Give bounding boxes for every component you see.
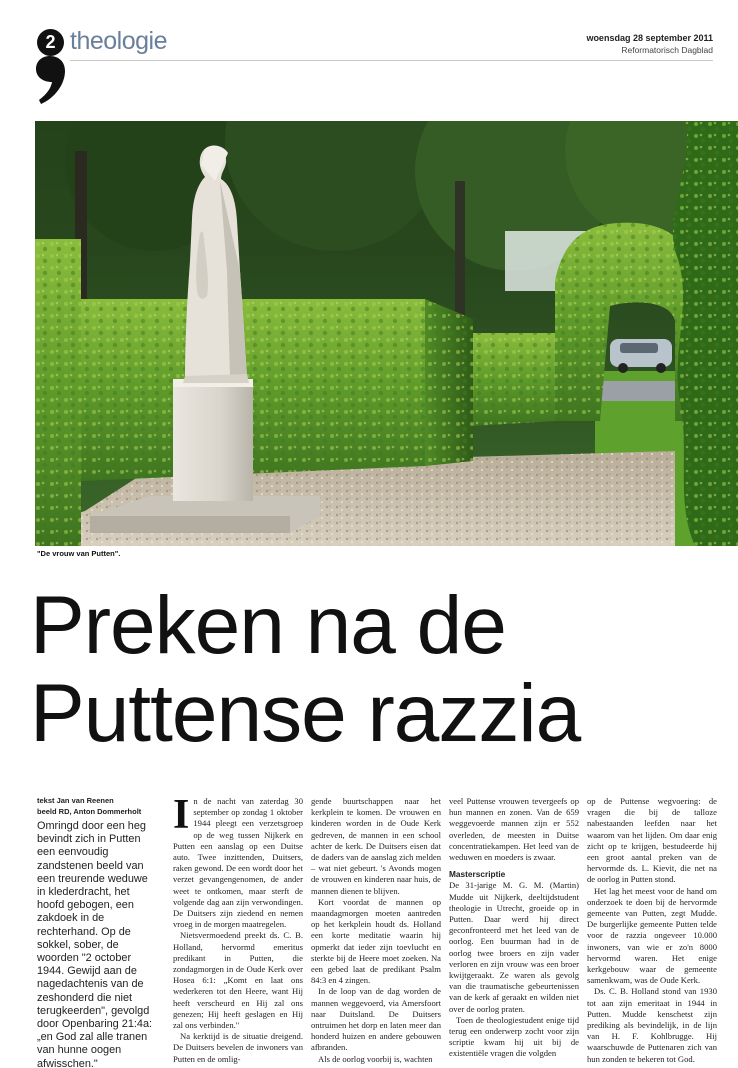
drop-cap: I xyxy=(173,792,190,838)
body-column-2 xyxy=(311,796,441,1065)
body-paragraph: Nietsvermoedend preekt ds. C. B. Holland, hervormd emeritus predikant in Putten, die zondagmorgen in de Oude Kerk over Hosea 6:1: „Komt en laat ons wederkeren tot den Heere, want Hij heeft verscheurd en Hij zal ons genezen; Hij heeft geslagen en Hij zal ons verbinden." xyxy=(173,930,303,1031)
body-paragraph: gende buurtschappen naar het kerkplein te komen. De vrouwen en kinderen worden in de Oude Kerk gedreven, de mannen in een school achter de kerk. De Duitsers eisen dat de daders van de aanslag zich melden – wat niet gebeurt. 's Avonds mogen de vrouwen en kinderen naar huis, de mannen dienen te blijven. xyxy=(311,796,441,896)
comma-icon xyxy=(33,54,67,106)
body-paragraph: Het lag het meest voor de hand om onderzoek te doen bij de hervormde gemeente van Putten, zegt Mudde. De burgerlijke gemeente Putten telde voor de razzia ongeveer 10.000 inwoners, van wie er zo'n 8000 hervormd waren. Het enige kerkgebouw waar de gemeente samenkwam, was de Oude Kerk. xyxy=(587,885,717,986)
article-photo xyxy=(35,121,738,546)
body-column-3 xyxy=(449,796,579,1060)
issue-date: woensdag 28 september 2011 xyxy=(586,33,713,43)
photo-caption: "De vrouw van Putten". xyxy=(37,549,121,558)
body-paragraph: Toen de theologiestudent enige tijd terug een onderwerp zocht voor zijn scriptie kwam hij uit bij de existentiële vragen die volgden xyxy=(449,1014,579,1059)
body-column-4 xyxy=(587,796,717,1065)
section-subheading: Masterscriptie xyxy=(449,869,506,880)
body-paragraph: Na kerktijd is de situatie dreigend. De Duitsers bevelen de inwoners van Putten en de omlig- xyxy=(173,1031,303,1064)
body-paragraph xyxy=(173,792,303,930)
credit-image: beeld RD, Anton Dommerholt xyxy=(37,807,142,816)
page-number-badge: 2 xyxy=(37,29,64,56)
headline-line-2: Puttense razzia xyxy=(30,668,581,759)
body-paragraph: op de Puttense wegvoering: de vragen die bij de talloze nabestaanden leefden naar het waarom van het lijden. Om daar enig zicht op te krijgen, bestudeerde hij een groot aantal preken van de hervormde ds. L. Kievit, die net na de oorlog in Putten stond. xyxy=(587,796,717,885)
body-paragraph: In de loop van de dag worden de mannen weggevoerd, via Amersfoort naar Duitsland. De Duitsers ontruimen het dorp en laten meer dan honderd huizen en andere gebouwen afbranden. xyxy=(311,986,441,1053)
body-paragraph: Ds. C. B. Holland stond van 1930 tot aan zijn emeritaat in 1944 in Putten. Mudde kenschetst zijn prediking als bevindelijk, in de lijn van H. F. Kohlbrugge. Hij waarschuwde de Puttenaren zich van hun zonden te bekeren tot God. xyxy=(587,986,717,1064)
body-column-1 xyxy=(173,792,303,1065)
article-headline xyxy=(30,582,580,758)
headline-line-1: Preken na de xyxy=(30,580,506,671)
newspaper-name: Reformatorisch Dagblad xyxy=(621,45,713,55)
body-paragraph: Kort voordat de mannen op maandagmorgen moeten aantreden op het kerkplein houdt ds. Holland een korte meditatie waarin hij opmerkt dat ieder zijn toevlucht en sterkte bij de Heere moet zoeken. Na een gebed laat de predikant Psalm 84:3 en 4 zingen. xyxy=(311,896,441,986)
paragraph-text: n de nacht van zaterdag 30 september op zondag 1 oktober 1944 pleegt een verzetsgroep op de weg tussen Nijkerk en Putten een aanslag op een Duitse auto. Twee inzittenden, Duitsers, raken gewond. De een wordt door het verzet gevangengenomen, de ander weet te ontkomen, maar sterft de volgende dag aan zijn verwondingen. De Duitsers zijn ziedend en nemen vroeg in de morgen maatregelen. xyxy=(173,796,303,930)
credit-text-author: tekst Jan van Reenen xyxy=(37,796,114,805)
body-paragraph: De 31-jarige M. G. M. (Martin) Mudde uit Nijkerk, deeltijdstudent theologie in Utrecht, groeide op in Putten. Daar werd hij direct geconfronteerd met het leed van de oorlog. Een buurman had in de oorlog twee broers en zijn vader verloren en zijn vrouw was een broer kwijtgeraakt. Ze waren als gevolg van die traumatische gebeurtenissen van de kerk af geraakt en wilden niet over de oorlog praten. xyxy=(449,880,579,1014)
article-credits xyxy=(37,795,141,817)
header-divider xyxy=(70,60,713,61)
body-paragraph: Als de oorlog voorbij is, wachten xyxy=(318,1053,433,1064)
article-intro: Omringd door een heg bevindt zich in Putten een eenvoudig zandstenen beeld van een treurende weduwe in klederdracht, het hoofd gebogen, een zakdoek in de rechterhand. Op de sokkel, sober, de woorden "2 october 1944. Gewijd aan de nagedachtenis van de zeshonderd die niet terugkeerden", gevolgd door Openbaring 21:4a: „en God zal alle tranen van hunne oogen afwisschen." xyxy=(37,820,153,1068)
body-paragraph: veel Puttense vrouwen tevergeefs op hun mannen en zonen. Van de 659 weggevoerde mannen zijn er 552 overleden, de meesten in Duitse concentratiekampen. Het leed van de weduwen en moeders is zwaar. xyxy=(449,796,579,863)
section-title: theologie xyxy=(70,27,167,55)
